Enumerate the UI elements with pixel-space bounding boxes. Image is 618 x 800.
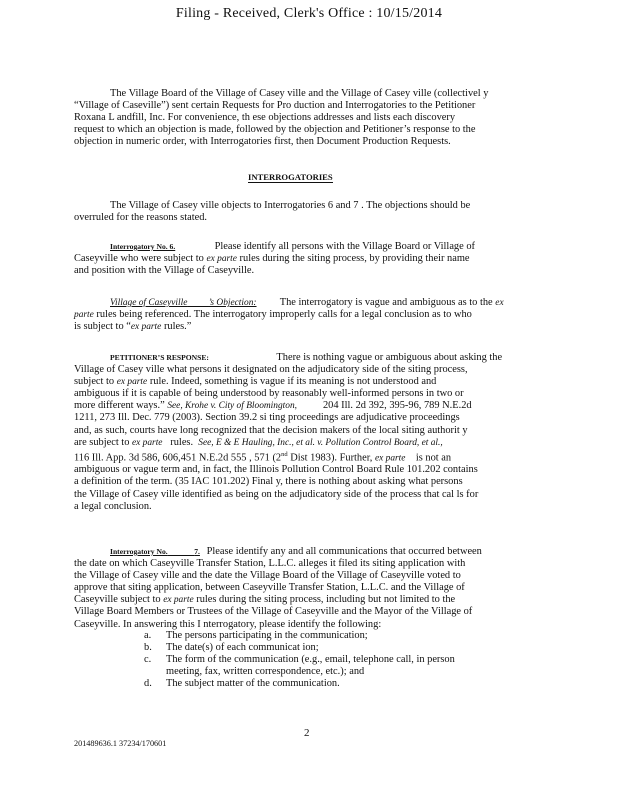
interrogatory-7-text: rules during the siting process, including but not limited to the	[196, 594, 456, 606]
list-item: meeting, fax, written correspondence, etc.); and	[166, 666, 365, 678]
intro-line: objection in numeric order, with Interrogatories first, then Document Production Requests.	[74, 136, 451, 148]
page-number: 2	[304, 727, 310, 739]
response-text: 204 Ill. 2d 392, 395-96, 789 N.E.2d	[322, 400, 472, 412]
response-text: Village of Casey ville what persons it designated on the adjudicatory side of the siting process,	[74, 364, 468, 376]
intro-line: request to which an objection is made, followed by the objection and Petitioner’s response to the	[74, 124, 476, 136]
interrogatories-heading: INTERROGATORIES	[248, 172, 333, 182]
response-text: rule. Indeed, something is vague if its meaning is not understood and	[149, 376, 437, 388]
interrogatory-7-text: the Village of Casey ville and the date the Village Board of the Village of Caseyville voted to	[74, 570, 461, 582]
objection-text: rules.”	[163, 321, 192, 333]
ex-parte-term: parte	[74, 310, 94, 321]
response-text: a legal conclusion.	[74, 500, 152, 512]
response-text: the Village of Casey ville identified as being on the adjudicatory side of the process that cal ls for	[74, 488, 479, 500]
response-text: 1211, 273 Ill. Dec. 779 (2003). Section 39.2 si ting proceedings are adjudicative proceedings	[74, 412, 460, 424]
response-text: There is nothing vague or ambiguous about asking the	[276, 352, 503, 363]
document-id-footer: 201489636.1 37234/170601	[74, 739, 167, 748]
intro-line: The Village Board of the Village of Casey ville and the Village of Casey ville (collectivel y	[110, 88, 489, 99]
ex-parte-term: ex parte	[374, 453, 406, 464]
list-item: d. The subject matter of the communication.	[144, 678, 340, 690]
interrogatory-7-text: Caseyville subject to	[74, 594, 161, 606]
response-text: subject to	[74, 376, 115, 388]
case-citation: See, Krohe v. City of Bloomington,	[167, 401, 297, 412]
objection-text: rules being referenced. The interrogatory improperly calls for a legal conclusion as to who	[96, 309, 472, 321]
response-text: ambiguous or vague term and, in fact, the Illinois Pollution Control Board Rule 101.202 contains	[74, 464, 478, 476]
objection-text: is subject to “	[74, 321, 131, 333]
objections-line: overruled for the reasons stated.	[74, 212, 208, 224]
interrogatory-7-list	[144, 630, 455, 690]
objection-label: Village of Caseyville ’s Objection:	[110, 298, 257, 308]
response-label: PETITIONER’S RESPONSE:	[110, 353, 209, 362]
list-item: b. The date(s) of each communicat ion;	[144, 642, 319, 654]
interrogatory-7-label: Interrogatory No. 7.	[110, 547, 200, 556]
village-objection-6	[74, 297, 548, 333]
list-item: c. The form of the communication (e.g., email, telephone call, in person	[144, 654, 455, 666]
response-text: ambiguous if it is capable of being understood by reasonably well-informed persons in two or	[74, 388, 464, 400]
interrogatory-7-text: approve that siting application, between Caseyville Transfer Station, L.L.C. and the Village of	[74, 582, 465, 594]
interrogatory-6-label: Interrogatory No. 6.	[110, 242, 176, 251]
ex-parte-term: ex parte	[163, 595, 194, 606]
response-text: and, as such, courts have long recognized that the decision makers of the local siting authorit y	[74, 424, 468, 436]
ex-parte-term: ex parte	[116, 377, 148, 388]
petitioner-response-6	[74, 352, 548, 513]
interrogatory-6-text: Caseyville who were subject to	[74, 253, 204, 265]
objection-text: The interrogatory is vague and ambiguous as to the	[279, 297, 493, 308]
response-text: is not an	[415, 452, 452, 464]
ex-parte-term: ex parte	[130, 322, 162, 333]
interrogatory-7-text: the date on which Caseyville Transfer Station, L.L.C. alleges it filed its siting application with	[74, 558, 466, 570]
interrogatory-7-text: Please identify any and all communications that occurred between	[206, 546, 482, 557]
response-text: Dist 1983). Further,	[287, 452, 373, 464]
response-text: more different ways.”	[74, 400, 165, 412]
intro-line: “Village of Caseville”) sent certain Requests for Pro duction and Interrogatories to the Petitioner	[74, 100, 476, 112]
ex-parte-term: ex parte	[206, 254, 237, 265]
case-citation: See, E & E Hauling, Inc., et al. v. Pollution Control Board, et al.,	[198, 437, 443, 448]
ordinal-superscript: nd	[281, 450, 288, 458]
interrogatory-6-text: and position with the Village of Caseyville.	[74, 265, 255, 277]
objections-paragraph	[74, 200, 548, 224]
ex-parte-term: ex parte	[132, 437, 163, 448]
response-text: are subject to	[74, 436, 130, 448]
response-text: a definition of the term. (35 IAC 101.202) Final y, there is nothing about asking what persons	[74, 476, 463, 488]
ex-parte-term: ex	[495, 298, 504, 308]
intro-line: Roxana L andfill, Inc. For convenience, th ese objections addresses and lists each discovery	[74, 112, 456, 124]
response-text: 116 Ill. App. 3d 586, 606,451 N.E.2d 555 , 571 (2	[74, 452, 282, 464]
interrogatory-6-text: Please identify all persons with the Village Board or Village of	[214, 241, 475, 252]
objections-line: The Village of Casey ville objects to Interrogatories 6 and 7 . The objections should be	[110, 200, 471, 211]
interrogatory-6	[74, 241, 548, 277]
interrogatory-7-text: Village Board Members or Trustees of the Village of Caseyville and the Mayor of the Village of	[74, 606, 473, 618]
response-text: rules.	[170, 436, 194, 448]
intro-paragraph	[74, 88, 548, 148]
interrogatory-7	[74, 546, 548, 631]
filing-header: Filing - Received, Clerk's Office : 10/15/2014	[175, 6, 443, 21]
list-item: a. The persons participating in the communication;	[144, 630, 368, 641]
interrogatory-6-text: rules during the siting process, by providing their name	[239, 253, 470, 265]
interrogatory-7-text: Caseyville. In answering this I nterrogatory, please identify the following:	[74, 618, 382, 630]
